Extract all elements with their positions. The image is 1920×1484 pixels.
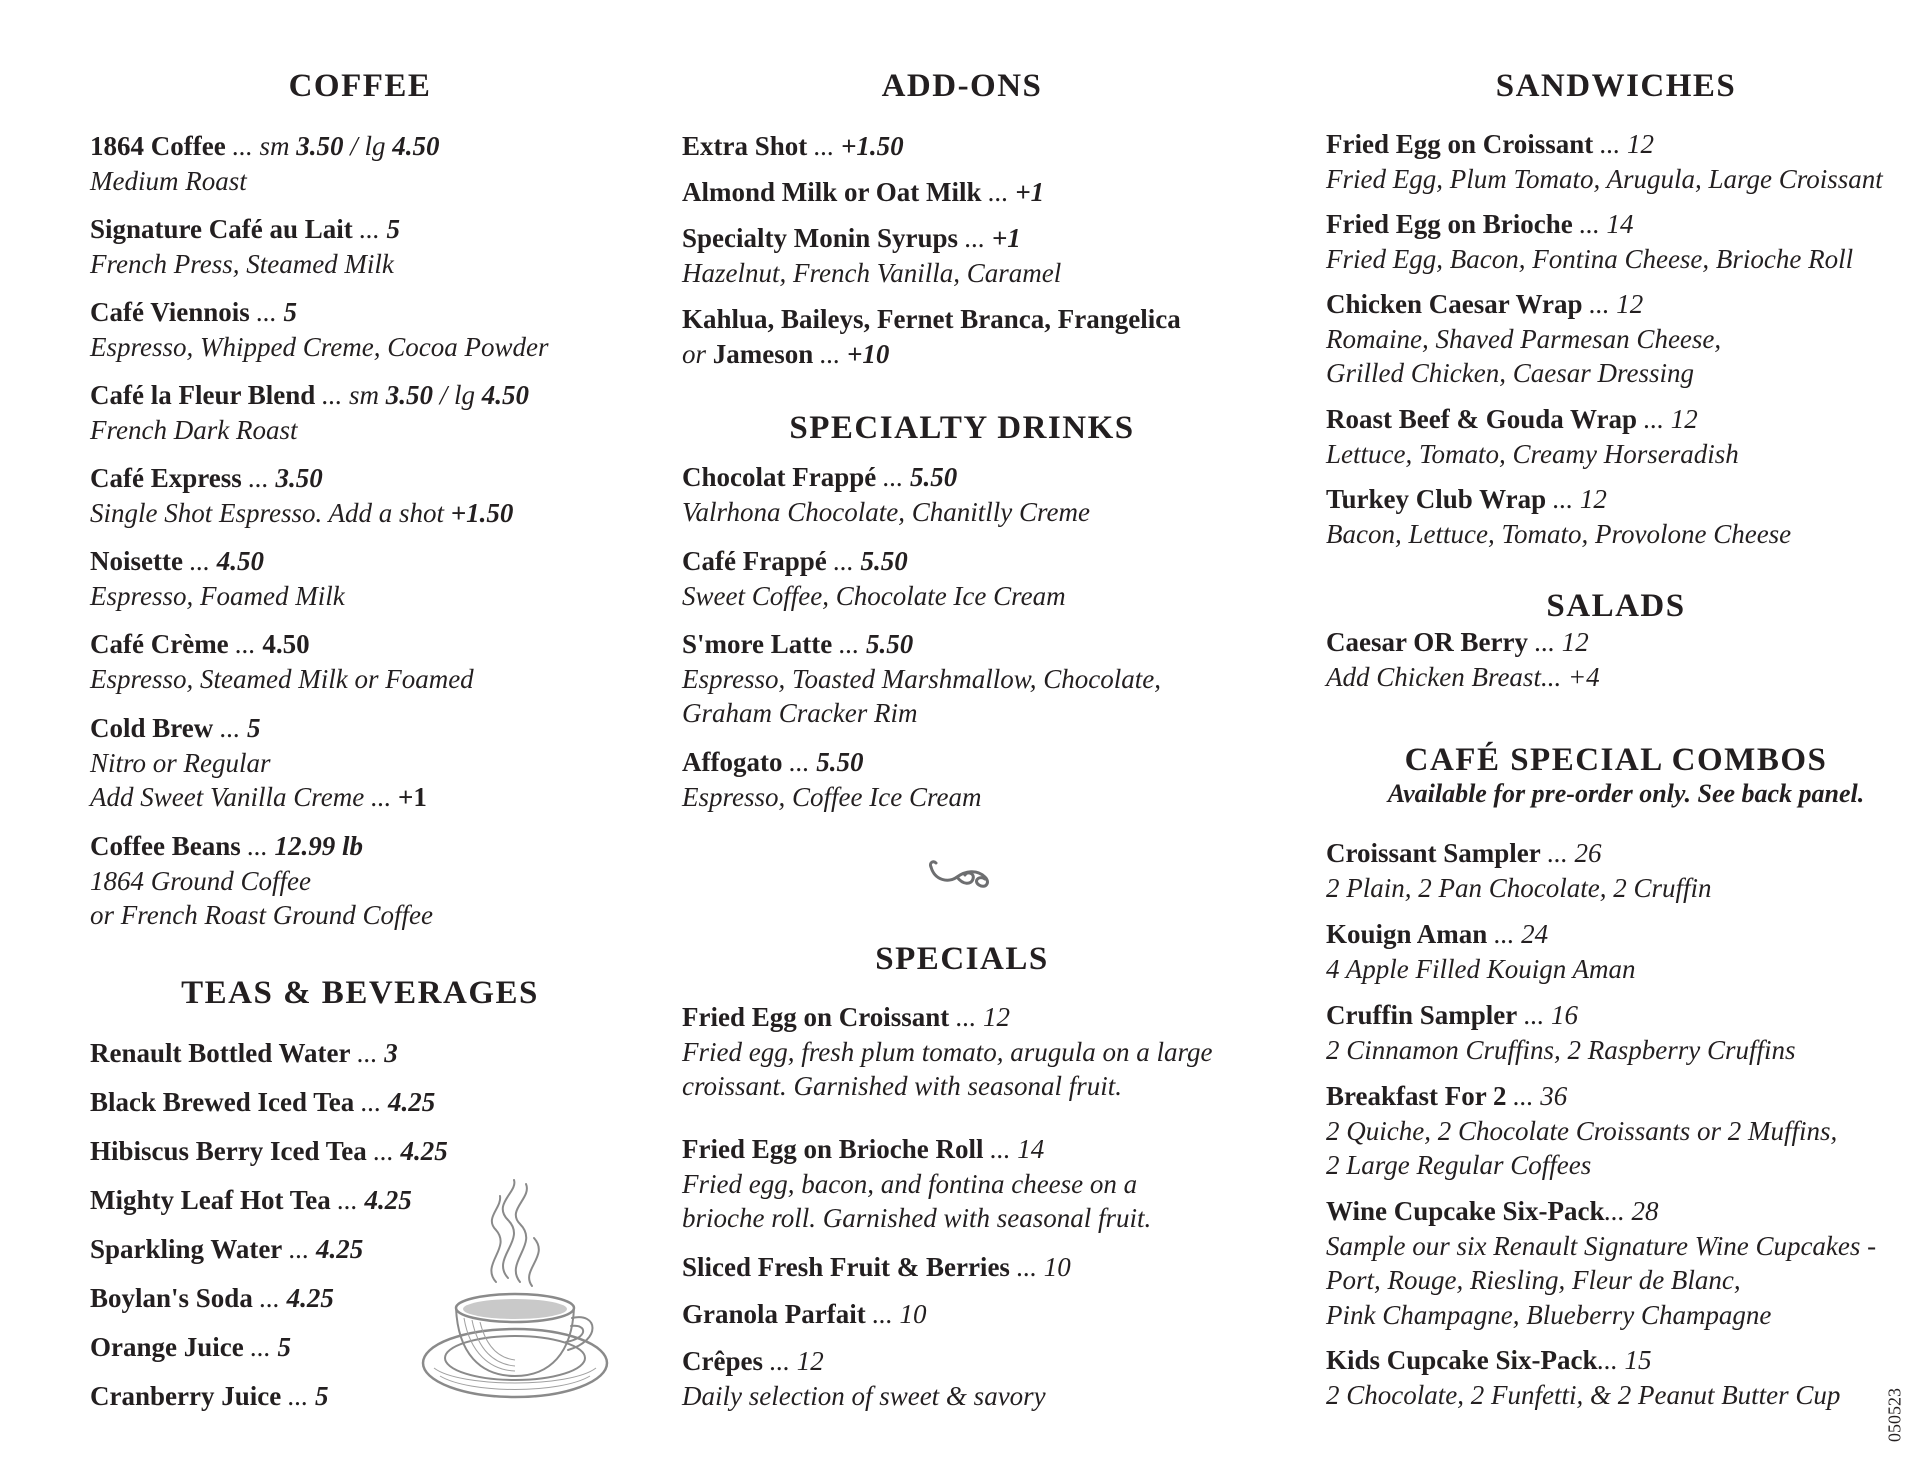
item-price: 4.25 — [388, 1087, 436, 1117]
item-name: Cranberry Juice — [90, 1381, 282, 1411]
item-description: Espresso, Toasted Marshmallow, Chocolate, — [682, 663, 1162, 694]
item-dots: ... — [1009, 1252, 1044, 1282]
menu-item — [1326, 625, 1906, 694]
item-price: 12 — [983, 1002, 1011, 1032]
item-name: Café Express — [90, 463, 242, 493]
item-dots: ... — [1597, 1345, 1625, 1375]
item-dots: ... — [282, 1234, 317, 1264]
item-name: Coffee Beans — [90, 831, 241, 861]
menu-item — [682, 1344, 1242, 1413]
menu-item — [1326, 1079, 1906, 1183]
item-dots: ... — [1527, 627, 1562, 657]
menu-item — [1326, 1343, 1906, 1412]
salads-heading: SALADS — [1546, 588, 1686, 624]
item-name: Crêpes — [682, 1346, 763, 1376]
item-description: French Press, Steamed Milk — [90, 248, 394, 279]
item-name: Chocolat Frappé — [682, 462, 877, 492]
item-description: Valrhona Chocolate, Chanitlly Creme — [682, 496, 1090, 527]
item-description: 2 Chocolate, 2 Funfetti, & 2 Peanut Butter Cup — [1326, 1379, 1841, 1410]
menu-item — [1326, 482, 1906, 551]
item-description: French Dark Roast — [90, 414, 298, 445]
item-name: Fried Egg on Croissant — [1326, 129, 1594, 159]
menu-item — [90, 212, 630, 281]
menu-item — [1326, 998, 1906, 1067]
item-name: Café Viennois — [90, 297, 250, 327]
item-name: Almond Milk or Oat Milk — [682, 177, 982, 207]
item-name: Extra Shot — [682, 131, 808, 161]
item-name-extra: Jameson — [712, 338, 814, 369]
size-sep: / — [343, 131, 365, 161]
item-dots: ... — [249, 297, 284, 327]
item-dots: ... — [1593, 129, 1628, 159]
item-description-extra: brioche roll. Garnished with seasonal fruit. — [682, 1203, 1152, 1233]
item-name: Affogato — [682, 747, 783, 777]
sandwiches-heading: SANDWICHES — [1495, 68, 1737, 104]
item-dots: ... — [865, 1299, 900, 1329]
menu-item — [682, 1250, 1242, 1285]
item-price: 5 — [247, 713, 261, 743]
item-name: Breakfast For 2 — [1326, 1081, 1507, 1111]
item-name: Roast Beef & Gouda Wrap — [1326, 404, 1638, 434]
menu-item — [682, 221, 1242, 290]
item-description: Fried Egg, Plum Tomato, Arugula, Large Croissant — [1326, 163, 1883, 194]
item-price-small: 3.50 — [296, 131, 344, 161]
item-name: Cold Brew — [90, 713, 214, 743]
menu-item — [90, 1085, 630, 1120]
item-description: Bacon, Lettuce, Tomato, Provolone Cheese — [1326, 518, 1792, 549]
item-price: +10 — [847, 338, 890, 369]
item-name: Signature Café au Lait — [90, 214, 353, 244]
item-dots: ... — [240, 831, 275, 861]
item-dots: ... — [1506, 1081, 1541, 1111]
item-price: 12.99 lb — [274, 831, 363, 861]
item-description: Add Chicken Breast... +4 — [1326, 661, 1600, 692]
item-dots: ... — [354, 1087, 389, 1117]
item-description: Espresso, Foamed Milk — [90, 580, 345, 611]
item-description: Fried egg, fresh plum tomato, arugula on a large — [682, 1036, 1213, 1067]
item-dots: ... — [1546, 484, 1580, 514]
item-dots: ... — [330, 1185, 365, 1215]
coffee-heading: COFFEE — [288, 68, 432, 104]
menu-item — [90, 1036, 630, 1071]
menu-item — [1326, 1194, 1906, 1332]
item-description: Daily selection of sweet & savory — [682, 1380, 1046, 1411]
menu-item — [90, 129, 630, 198]
item-price: 15 — [1624, 1345, 1652, 1375]
item-price: 5 — [386, 214, 401, 244]
item-dots: ... — [241, 463, 276, 493]
item-price: 12 — [1616, 289, 1644, 319]
item-dots: ... — [1540, 838, 1575, 868]
item-price: +1 — [1015, 177, 1045, 207]
item-dots: ... — [983, 1134, 1018, 1164]
item-name: Cruffin Sampler — [1326, 1000, 1518, 1030]
item-dots: ... — [1582, 289, 1617, 319]
item-dots: ... — [981, 177, 1016, 207]
item-price: 26 — [1574, 838, 1602, 868]
item-price: 16 — [1551, 1000, 1578, 1030]
menu-item — [1326, 836, 1906, 905]
menu-item — [1326, 402, 1906, 471]
item-price: 4.25 — [400, 1136, 448, 1166]
item-description-extra: Grilled Chicken, Caesar Dressing — [1326, 358, 1694, 388]
item-dots: ... — [813, 338, 848, 369]
item-description: 2 Cinnamon Cruffins, 2 Raspberry Cruffins — [1326, 1034, 1796, 1065]
item-dots: ... — [832, 629, 866, 659]
item-price: 12 — [1627, 129, 1655, 159]
item-price: 4.25 — [286, 1283, 334, 1313]
menu-item — [1326, 287, 1906, 391]
menu-item — [90, 378, 630, 447]
item-price: 10 — [1043, 1252, 1071, 1282]
item-name: Turkey Club Wrap — [1326, 484, 1547, 514]
item-name: Fried Egg on Croissant — [682, 1002, 950, 1032]
item-description: 1864 Ground Coffee — [90, 865, 311, 896]
item-dots: ... — [1604, 1196, 1632, 1226]
item-price: 3.50 — [275, 463, 323, 493]
menu-item — [1326, 917, 1906, 986]
item-dots: ... — [826, 546, 861, 576]
item-price-large: 4.50 — [481, 380, 530, 410]
item-price: 24 — [1521, 919, 1549, 949]
item-name: Sparkling Water — [90, 1234, 283, 1264]
item-dots: ... — [281, 1381, 315, 1411]
item-name: Renault Bottled Water — [90, 1038, 351, 1068]
extra-shot-price: +1.50 — [450, 497, 514, 528]
item-name: Fried Egg on Brioche Roll — [682, 1134, 984, 1164]
size-small: sm — [349, 380, 386, 410]
item-description: 2 Plain, 2 Pan Chocolate, 2 Cruffin — [1326, 872, 1712, 903]
item-description: Fried egg, bacon, and fontina cheese on a — [682, 1168, 1138, 1199]
item-name: Café Crème — [90, 629, 229, 659]
item-dots: ... — [352, 214, 387, 244]
item-price: 5.50 — [860, 546, 908, 576]
menu-item — [682, 460, 1242, 529]
menu-item — [682, 1297, 1242, 1332]
item-price: 28 — [1631, 1196, 1659, 1226]
item-name: Granola Parfait — [682, 1299, 866, 1329]
item-price: 5.50 — [816, 747, 864, 777]
item-dots: ... — [182, 546, 217, 576]
item-name: Kahlua, Baileys, Fernet Branca, Frangelica — [682, 304, 1181, 334]
item-price: 5.50 — [865, 629, 914, 659]
item-price: 5 — [277, 1332, 291, 1362]
item-dots: ... — [1572, 209, 1607, 239]
item-price: 12 — [1579, 484, 1607, 514]
item-description-extra: 2 Large Regular Coffees — [1326, 1150, 1592, 1180]
item-description-extra: Add Sweet Vanilla Creme ... — [90, 782, 398, 812]
size-sep: / — [433, 380, 455, 410]
item-price: 4.50 — [262, 629, 310, 659]
size-large: lg — [454, 380, 482, 410]
item-name: Chicken Caesar Wrap — [1326, 289, 1583, 319]
item-dots: ... — [1637, 404, 1671, 434]
item-description: Hazelnut, French Vanilla, Caramel — [682, 257, 1062, 288]
item-dots: ... — [243, 1332, 278, 1362]
item-dots: ... — [228, 629, 263, 659]
item-dots: ... — [782, 747, 817, 777]
item-description: Lettuce, Tomato, Creamy Horseradish — [1326, 438, 1739, 469]
item-description: Espresso, Steamed Milk or Foamed — [90, 663, 474, 694]
or-word: or — [682, 338, 713, 369]
item-name: Wine Cupcake Six-Pack — [1326, 1196, 1605, 1226]
item-description: Single Shot Espresso. Add a shot — [90, 497, 451, 528]
item-description: Sweet Coffee, Chocolate Ice Cream — [682, 580, 1066, 611]
item-price: 5 — [314, 1381, 329, 1411]
item-dots: ... — [807, 131, 842, 161]
item-price: 3 — [384, 1038, 398, 1068]
item-description: Sample our six Renault Signature Wine Cupcakes - — [1326, 1230, 1877, 1261]
item-description-extra: or French Roast Ground Coffee — [90, 900, 433, 930]
item-name: Fried Egg on Brioche — [1326, 209, 1573, 239]
item-price: 12 — [1670, 404, 1698, 434]
item-price: 5.50 — [909, 462, 958, 492]
item-name: Café la Fleur Blend — [90, 380, 316, 410]
item-description: Nitro or Regular — [90, 747, 271, 778]
item-price: 4.50 — [216, 546, 264, 576]
menu-item — [90, 711, 630, 815]
size-small: sm — [259, 131, 297, 161]
item-dots: ... — [315, 380, 349, 410]
item-dots: ... — [1517, 1000, 1551, 1030]
menu-item — [90, 1134, 630, 1169]
item-description: Medium Roast — [90, 165, 247, 196]
item-dots: ... — [366, 1136, 401, 1166]
menu-item — [682, 175, 1242, 210]
menu-item — [1326, 127, 1906, 196]
teas-heading: TEAS & BEVERAGES — [181, 975, 539, 1011]
item-price: 12 — [1561, 627, 1589, 657]
item-description-extra: Graham Cracker Rim — [682, 698, 918, 728]
item-dots: ... — [225, 131, 260, 161]
item-name: Kouign Aman — [1326, 919, 1488, 949]
print-code — [1882, 1385, 1908, 1445]
addons-heading: ADD-ONS — [881, 68, 1043, 104]
item-price: 4.25 — [316, 1234, 364, 1264]
item-price: +1 — [991, 223, 1021, 253]
item-description-extra: croissant. Garnished with seasonal fruit. — [682, 1071, 1123, 1101]
menu-item — [90, 544, 630, 613]
item-name: Sliced Fresh Fruit & Berries — [682, 1252, 1010, 1282]
item-description: 2 Quiche, 2 Chocolate Croissants or 2 Muffins, — [1326, 1115, 1838, 1146]
item-name: S'more Latte — [682, 629, 833, 659]
item-dots: ... — [252, 1283, 287, 1313]
item-name: Orange Juice — [90, 1332, 244, 1362]
item-price: 4.25 — [364, 1185, 412, 1215]
menu-item — [90, 627, 630, 696]
vanilla-creme-price: +1 — [397, 782, 427, 812]
coffee-cup-icon — [420, 1178, 610, 1423]
item-dots: ... — [350, 1038, 385, 1068]
combos-heading: CAFÉ SPECIAL COMBOS — [1404, 742, 1828, 778]
item-price: 14 — [1606, 209, 1634, 239]
item-price: 14 — [1017, 1134, 1045, 1164]
item-price: 10 — [899, 1299, 927, 1329]
item-price: +1.50 — [841, 131, 904, 161]
item-description: Romaine, Shaved Parmesan Cheese, — [1326, 323, 1722, 354]
item-description: 4 Apple Filled Kouign Aman — [1326, 953, 1636, 984]
item-name: Caesar OR Berry — [1326, 627, 1528, 657]
specialty-drinks-heading: SPECIALTY DRINKS — [789, 410, 1135, 446]
size-large: lg — [364, 131, 393, 161]
item-name: Specialty Monin Syrups — [682, 223, 959, 253]
menu-item — [90, 295, 630, 364]
item-name: Kids Cupcake Six-Pack — [1326, 1345, 1598, 1375]
flourish-ornament-icon — [927, 857, 999, 891]
menu-item — [1326, 207, 1906, 276]
item-price: 36 — [1540, 1081, 1568, 1111]
specials-heading: SPECIALS — [875, 941, 1049, 977]
item-price: 5 — [283, 297, 298, 327]
item-description: Espresso, Whipped Creme, Cocoa Powder — [90, 331, 549, 362]
item-name: Café Frappé — [682, 546, 827, 576]
item-description: Espresso, Coffee Ice Cream — [682, 781, 982, 812]
menu-item — [682, 745, 1242, 814]
item-description: Fried Egg, Bacon, Fontina Cheese, Brioche Roll — [1326, 243, 1854, 274]
item-dots: ... — [762, 1346, 797, 1376]
item-description-extra-2: Pink Champagne, Blueberry Champagne — [1326, 1299, 1772, 1330]
item-name: Noisette — [90, 546, 183, 576]
item-price-small: 3.50 — [385, 380, 434, 410]
combos-subtitle: Available for pre-order only. See back panel. — [1387, 779, 1865, 808]
menu-item — [90, 829, 630, 933]
item-name: 1864 Coffee — [90, 131, 226, 161]
print-code-text: 050523 — [1884, 1388, 1905, 1442]
item-price: 12 — [796, 1346, 824, 1376]
item-dots: ... — [1487, 919, 1522, 949]
menu-item — [682, 1132, 1242, 1236]
item-dots: ... — [949, 1002, 984, 1032]
item-name: Boylan's Soda — [90, 1283, 253, 1313]
item-dots: ... — [213, 713, 248, 743]
item-name: Black Brewed Iced Tea — [90, 1087, 355, 1117]
item-price-large: 4.50 — [392, 131, 440, 161]
menu-item — [682, 129, 1242, 164]
item-name: Hibiscus Berry Iced Tea — [90, 1136, 367, 1166]
menu-item — [682, 627, 1242, 731]
item-description-extra: Port, Rouge, Riesling, Fleur de Blanc, — [1326, 1265, 1741, 1295]
item-dots: ... — [876, 462, 910, 492]
item-name: Croissant Sampler — [1326, 838, 1541, 868]
item-dots: ... — [958, 223, 992, 253]
menu-item — [682, 544, 1242, 613]
item-name: Mighty Leaf Hot Tea — [90, 1185, 331, 1215]
menu-item — [90, 461, 630, 530]
menu-item — [682, 1000, 1242, 1104]
menu-item — [682, 302, 1242, 371]
